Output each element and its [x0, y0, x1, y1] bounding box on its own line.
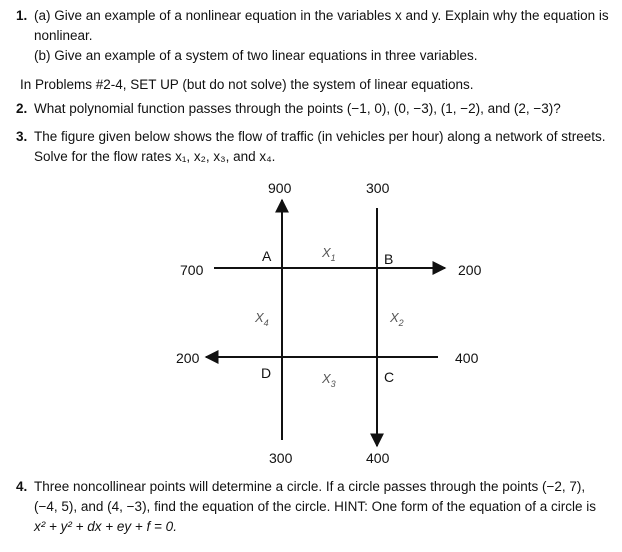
problem-1a-line-2: nonlinear.: [34, 28, 93, 43]
var-x4-subscript: 4: [263, 318, 269, 328]
traffic-network-diagram: [0, 168, 622, 480]
var-x1-subscript: 1: [330, 253, 336, 263]
var-x2: $X_2$: [390, 310, 404, 328]
problem-3-number: 3.: [16, 129, 28, 144]
problem-4-line-3: x² + y² + dx + ey + f = 0.: [34, 519, 177, 534]
flow-right-bottom: 400: [455, 350, 479, 366]
node-c: C: [384, 369, 395, 385]
problem-1-number: 1.: [16, 8, 28, 23]
flow-bottom-right: 400: [366, 450, 390, 466]
var-x2-subscript: 2: [398, 318, 404, 328]
problem-2-number: 2.: [16, 101, 28, 116]
flow-top-right: 300: [366, 180, 390, 196]
problem-3-line-1: The figure given below shows the flow of traffic (in vehicles per hour) along a network of streets.: [34, 129, 606, 144]
node-d: D: [261, 365, 272, 381]
problem-2-text: What polynomial function passes through the points (−1, 0), (0, −3), (1, −2), and (2, −3)?: [34, 101, 561, 116]
var-x3-subscript: 3: [330, 379, 336, 389]
flow-bottom-left: 300: [269, 450, 293, 466]
problem-4-line-2: (−4, 5), and (4, −3), find the equation of the circle. HINT: One form of the equation of a circle is: [34, 499, 597, 514]
flow-left-top: 700: [180, 262, 204, 278]
problems-intro: In Problems #2-4, SET UP (but do not solve) the system of linear equations.: [20, 77, 474, 92]
problem-3-line-2: Solve for the flow rates x₁, x₂, x₃, and x₄.: [34, 149, 276, 164]
problem-1a-line-1: (a) Give an example of a nonlinear equation in the variables x and y. Explain why the equation is: [34, 8, 609, 23]
flow-left-bottom: 200: [176, 350, 200, 366]
var-x3: $X_3$: [322, 371, 336, 389]
flow-top-left: 900: [268, 180, 292, 196]
node-a: A: [262, 248, 272, 264]
var-x4: $X_4$: [255, 310, 269, 328]
node-b: B: [384, 251, 394, 267]
flow-right-top: 200: [458, 262, 482, 278]
var-x1: $X_1$: [322, 245, 336, 263]
problem-1b: (b) Give an example of a system of two linear equations in three variables.: [34, 48, 478, 63]
problem-4-line-1: Three noncollinear points will determine a circle. If a circle passes through the points (−2, 7),: [34, 479, 586, 494]
problem-4-number: 4.: [16, 479, 28, 494]
